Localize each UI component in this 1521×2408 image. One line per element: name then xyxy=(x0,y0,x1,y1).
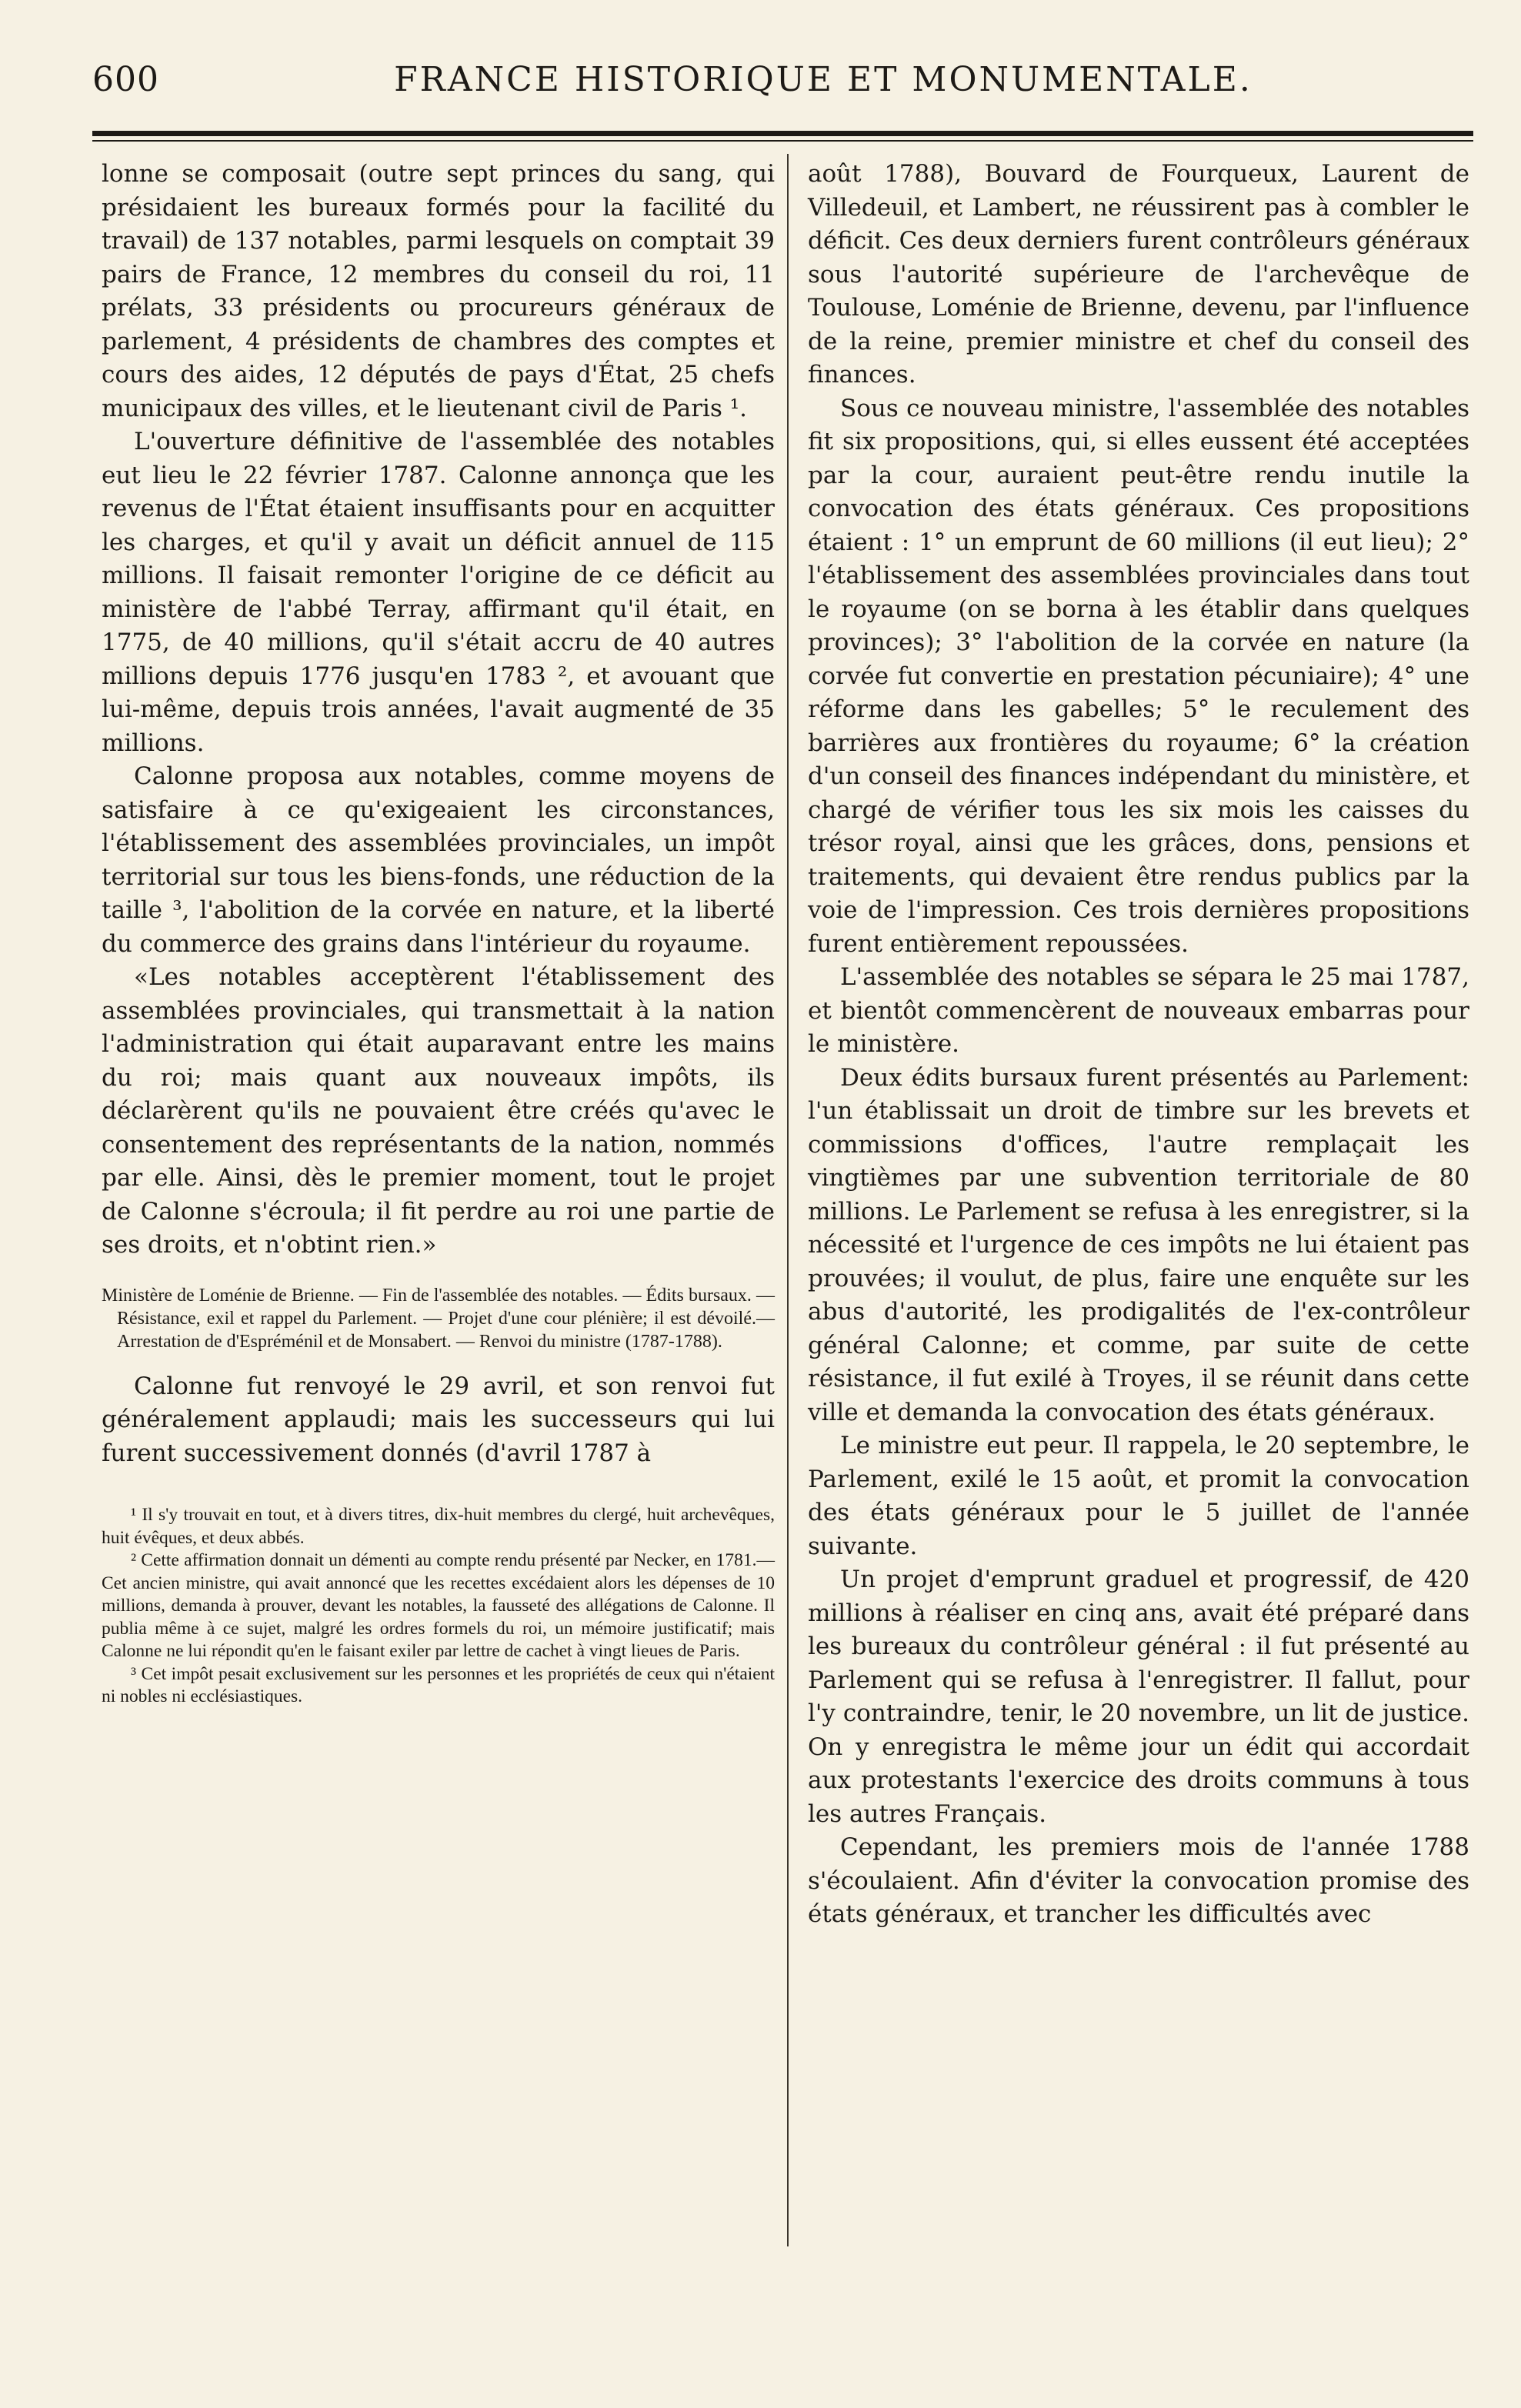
paragraph: Un projet d'emprunt graduel et progressif, de 420 millions à réaliser en cinq ans, avait été préparé dans les bureaux du contrôleur général : il fut présenté au Parlement qui se refusa à l'enregistrer. Il fallut, pour l'y contraindre, tenir, le 20 novembre, un lit de justice. On y enregistra le même jour un édit qui accordait aux protestants l'exercice des droits communs à tous les autres Français. xyxy=(808,1566,1469,1828)
paragraph: Calonne fut renvoyé le 29 avril, et son renvoi fut généralement applaudi; mais les successeurs qui lui furent successivement donnés (d'avril 1787 à xyxy=(102,1372,775,1467)
left-column xyxy=(102,158,775,1709)
paragraph: L'assemblée des notables se sépara le 25 mai 1787, et bientôt commencèrent de nouveaux embarras pour le ministère. xyxy=(808,963,1469,1058)
paragraph: Deux édits bursaux furent présentés au Parlement: l'un établissait un droit de timbre sur les brevets et commissions d'offices, l'autre remplaçait les vingtièmes par une subvention territoriale de 80 millions. Le Parlement se refusa à les enregistrer, si la nécessité et l'urgence de ces impôts ne lui étaient pas prouvées; il voulut, de plus, faire une enquête sur les abus d'autorité, les prodigalités de l'ex-contrôleur général Calonne; et comme, par suite de cette résistance, il fut exilé à Troyes, il se réunit dans cette ville et demanda la convocation des états généraux. xyxy=(808,1063,1469,1426)
paragraph: Calonne proposa aux notables, comme moyens de satisfaire à ce qu'exigeaient les circonstances, l'établissement des assemblées provinciales, un impôt territorial sur tous les biens-fonds, une réduction de la taille ³, l'abolition de la corvée en nature, et la liberté du commerce des grains dans l'intérieur du royaume. xyxy=(102,762,775,958)
paragraph: Sous ce nouveau ministre, l'assemblée des notables fit six propositions, qui, si elles eussent été acceptées par la cour, auraient peut-être rendu inutile la convocation des états généraux. Ces propositions étaient : 1° un emprunt de 60 millions (il eut lieu); 2° l'établissement des assemblées provinciales dans tout le royaume (on se borna à les établir dans quelques provinces); 3° l'abolition de la corvée en nature (la corvée fut convertie en prestation pécuniaire); 4° une réforme dans les gabelles; 5° le reculement des barrières aux frontières du royaume; 6° la création d'un conseil des finances indépendant du ministère, et chargé de vérifier tous les six mois les caisses du trésor royal, ainsi que les grâces, dons, pensions et traitements, qui devaient être rendus publics par la voie de l'impression. Ces trois dernières propositions furent entièrement repoussées. xyxy=(808,394,1469,958)
footnotes xyxy=(102,1504,775,1709)
page-number: 600 xyxy=(92,60,159,99)
header-rule-thick xyxy=(92,131,1473,136)
right-column xyxy=(808,158,1469,1932)
running-title: FRANCE HISTORIQUE ET MONUMENTALE. xyxy=(394,60,1252,99)
header-rule-thin xyxy=(92,140,1473,142)
footnote: ¹ Il s'y trouvait en tout, et à divers titres, dix-huit membres du clergé, huit archevêques, huit évêques, et deux abbés. xyxy=(102,1505,775,1548)
page-header xyxy=(92,60,1473,114)
paragraph: L'ouverture définitive de l'assemblée des notables eut lieu le 22 février 1787. Calonne annonça que les revenus de l'État étaient insuffisants pour en acquitter les charges, et qu'il y avait un déficit annuel de 115 millions. Il faisait remonter l'origine de ce déficit au ministère de l'abbé Terray, affirmant qu'il était, en 1775, de 40 millions, qu'il s'était accru de 40 autres millions depuis 1776 jusqu'en 1783 ², et avouant que lui-même, depuis trois années, l'avait augmenté de 35 millions. xyxy=(102,428,775,757)
footnote: ³ Cet impôt pesait exclusivement sur les personnes et les propriétés de ceux qui n'étaient ni nobles ni ecclésiastiques. xyxy=(102,1663,775,1706)
paragraph: lonne se composait (outre sept princes du sang, qui présidaient les bureaux formés pour la facilité du travail) de 137 notables, parmi lesquels on comptait 39 pairs de France, 12 membres du conseil du roi, 11 prélats, 33 présidents ou procureurs généraux de parlement, 4 présidents de chambres des comptes et cours des aides, 12 députés de pays d'État, 25 chefs municipaux des villes, et le lieutenant civil de Paris ¹. xyxy=(102,160,775,422)
right-body xyxy=(808,158,1469,1932)
paragraph: «Les notables acceptèrent l'établissement des assemblées provinciales, qui transmettait à la nation l'administration qui était auparavant entre les mains du roi; mais quant aux nouveaux impôts, ils déclarèrent qu'ils ne pouvaient être créés qu'avec le consentement des représentants de la nation, nommés par elle. Ainsi, dès le premier moment, tout le projet de Calonne s'écroula; il fit perdre au roi une partie de ses droits, et n'obtint rien.» xyxy=(102,963,775,1259)
paragraph: Cependant, les premiers mois de l'année 1788 s'écoulaient. Afin d'éviter la convocation promise des états généraux, et trancher les difficultés avec xyxy=(808,1833,1469,1928)
column-divider xyxy=(787,154,789,2246)
paragraph: Le ministre eut peur. Il rappela, le 20 septembre, le Parlement, exilé le 15 août, et promit la convocation des états généraux pour le 5 juillet de l'année suivante. xyxy=(808,1432,1469,1560)
section-heading: Ministère de Loménie de Brienne. — Fin de l'assemblée des notables. — Édits bursaux. — Résistance, exil et rappel du Parlement. — Projet d'une cour plénière; il est dévoilé.— Arrestation de d'Espréménil et de Monsabert. — Renvoi du ministre (1787-1788). xyxy=(102,1285,775,1352)
left-body xyxy=(102,158,775,1262)
footnote: ² Cette affirmation donnait un démenti au compte rendu présenté par Necker, en 1781.— Cet ancien ministre, qui avait annoncé que les recettes excédaient alors les dépenses de 10 millions, demanda à prouver, devant les notables, la fausseté des allégations de Calonne. Il publia même à ce sujet, malgré les ordres formels du roi, un mémoire justificatif; mais Calonne ne lui répondit qu'en le faisant exiler par lettre de cachet à vingt lieues de Paris. xyxy=(102,1550,775,1661)
paragraph: août 1788), Bouvard de Fourqueux, Laurent de Villedeuil, et Lambert, ne réussirent pas à combler le déficit. Ces deux derniers furent contrôleurs généraux sous l'autorité supérieure de l'archevêque de Toulouse, Loménie de Brienne, devenu, par l'influence de la reine, premier ministre et chef du conseil des finances. xyxy=(808,160,1469,389)
left-body-continued xyxy=(102,1370,775,1471)
